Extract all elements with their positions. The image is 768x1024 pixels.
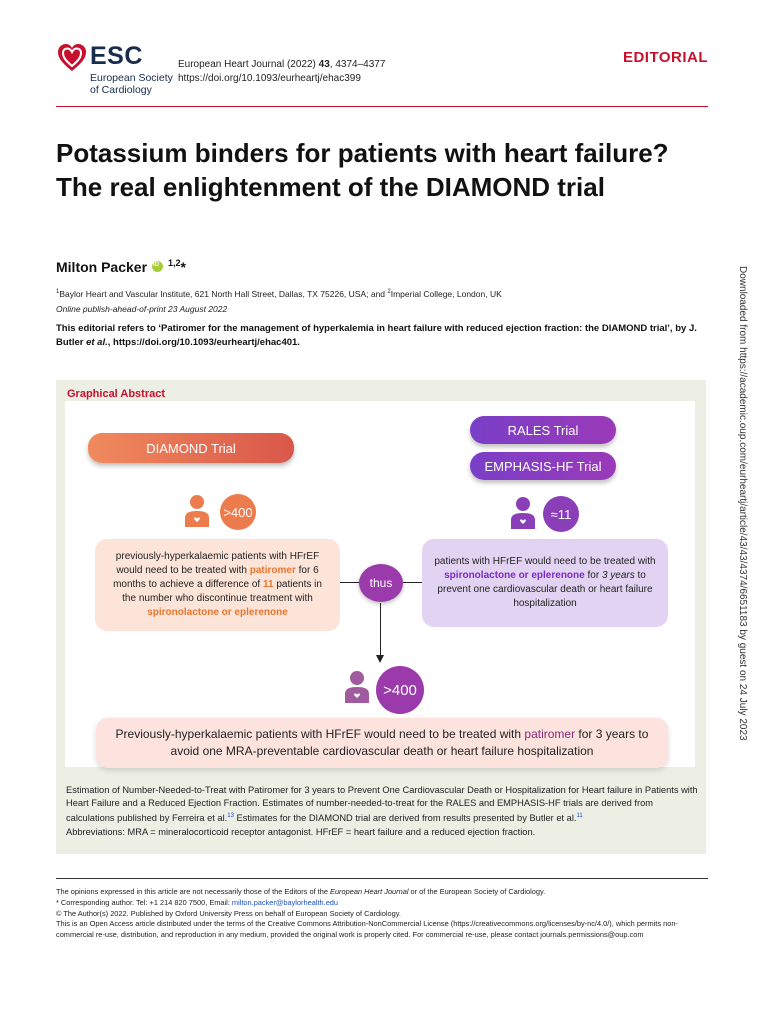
journal-citation: European Heart Journal (2022) 43, 4374–4377	[178, 59, 386, 70]
diamond-trial-pill: DIAMOND Trial	[88, 433, 294, 463]
reference-11-link[interactable]: 11	[576, 813, 583, 820]
publication-date: Online publish-ahead-of-print 23 August 2022	[56, 304, 228, 314]
connector-down-line	[380, 603, 381, 658]
conclusion-box: Previously-hyperkalaemic patients with HFrEF would need to be treated with patiromer for 3 years to avoid one MRA-preventable cardiovascular death or heart failure hospitalization	[96, 718, 668, 768]
journal-header	[56, 40, 708, 108]
graphical-abstract-label: Graphical Abstract	[67, 388, 166, 400]
author-affiliation-marks: $^{1,2}$*	[168, 258, 186, 275]
connector-right-line	[403, 582, 422, 583]
esc-cardiology-line: of Cardiology	[90, 84, 152, 96]
arrow-down-icon	[376, 655, 384, 663]
article-title: Potassium binders for patients with heart failure? The real enlightenment of the DIAMOND trial	[56, 138, 669, 202]
download-watermark-text: Downloaded from https://academic.oup.com/eurheartj/article/43/43/4374/6651183 by guest on 24 July 2023	[737, 266, 748, 741]
patient-purple-icon	[510, 496, 536, 530]
rales-result-box: patients with HFrEF would need to be treated with spironolactone or eplerenone for 3 years to prevent one cardiovascular death or heart failure hospitalization	[422, 539, 668, 627]
opinions-note: The opinions expressed in this article are not necessarily those of the Editors of the European Heart Journal or of the European Society of Cardiology.	[56, 887, 546, 896]
refers-to-note: This editorial refers to ‘Patiromer for the management of hyperkalemia in heart failure with reduced ejection fraction: the DIAMOND trial’, by J. Butler et al., https://doi.org/10.1093/eurheartj/ehac401.	[56, 323, 697, 348]
graphical-abstract-caption: Estimation of Number-Needed-to-Treat with Patiromer for 3 years to Prevent One Cardiovascular Death or Hospitalization for Heart failure in Patients with Heart Failure and a Reduced Ejection Fraction. Estimates of number-needed-to-treat for the RALES and EMPHASIS-HF trials are derived from calculations published by Ferreira et al.$^{13}$ Estimates for the DIAMOND trial are derived from results presented by Butler et al.$^{11}$ Abbreviations: MRA = mineralocorticoid receptor antagonist. HFrEF = heart failure and a reduced ejection fraction.	[66, 785, 698, 837]
download-watermark	[736, 266, 748, 766]
affiliations: $^1$Baylor Heart and Vascular Institute, 621 North Hall Street, Dallas, TX 75226, USA; and $^2$Imperial College, London, UK	[56, 289, 502, 299]
reference-13-link[interactable]: 13	[227, 813, 234, 820]
diamond-result-box: previously-hyperkalaemic patients with HFrEF would need to be treated with patiromer for 6 months to achieve a difference of 11 patients in the number who discontinue treatment with spironolactone or eplerenone	[95, 539, 340, 631]
heart-logo-icon	[56, 42, 88, 74]
refers-doi-link[interactable]: , https://doi.org/10.1093/eurheartj/ehac401.	[107, 337, 300, 348]
author-email-link[interactable]: milton.packer@baylorhealth.edu	[231, 897, 339, 907]
nnt-rales-badge: ≈11	[543, 496, 579, 532]
footnote-divider	[56, 878, 708, 879]
patient-orange-icon	[184, 494, 210, 528]
nnt-diamond-badge: >400	[220, 494, 256, 530]
corresponding-author-note: * Corresponding author. Tel: +1 214 820 7500, Email: milton.packer@baylorhealth.edu	[56, 897, 339, 907]
author-line	[56, 258, 186, 275]
journal-info	[178, 58, 385, 86]
connector-left-line	[340, 582, 359, 583]
nnt-patiromer-badge: >400	[376, 666, 424, 714]
thus-node: thus	[359, 564, 403, 602]
footnotes	[56, 887, 708, 941]
patient-mauve-icon	[344, 670, 370, 704]
doi-link[interactable]: https://doi.org/10.1093/eurheartj/ehac399	[178, 73, 361, 84]
orcid-icon[interactable]	[152, 261, 163, 272]
author-name[interactable]: Milton Packer	[56, 258, 148, 275]
esc-logo[interactable]	[56, 40, 176, 96]
copyright-note: © The Author(s) 2022. Published by Oxford University Press on behalf of European Society of Cardiology.	[56, 908, 401, 918]
rales-trial-pill: RALES Trial	[470, 416, 616, 444]
license-note: This is an Open Access article distributed under the terms of the Creative Commons Attribution-NonCommercial License (https://creativecommons.org/licenses/by-nc/4.0/), which permits non-commercial re-use, distribution, and reproduction in any medium, provided the original work is properly cited. For commercial re-use, please contact journals.permissions@oup.com	[56, 919, 678, 940]
emphasis-hf-trial-pill: EMPHASIS-HF Trial	[470, 452, 616, 480]
esc-society-line: European Society	[90, 72, 173, 84]
esc-wordmark: ESC	[90, 42, 143, 70]
header-divider	[56, 106, 708, 107]
section-label: EDITORIAL	[622, 49, 708, 66]
